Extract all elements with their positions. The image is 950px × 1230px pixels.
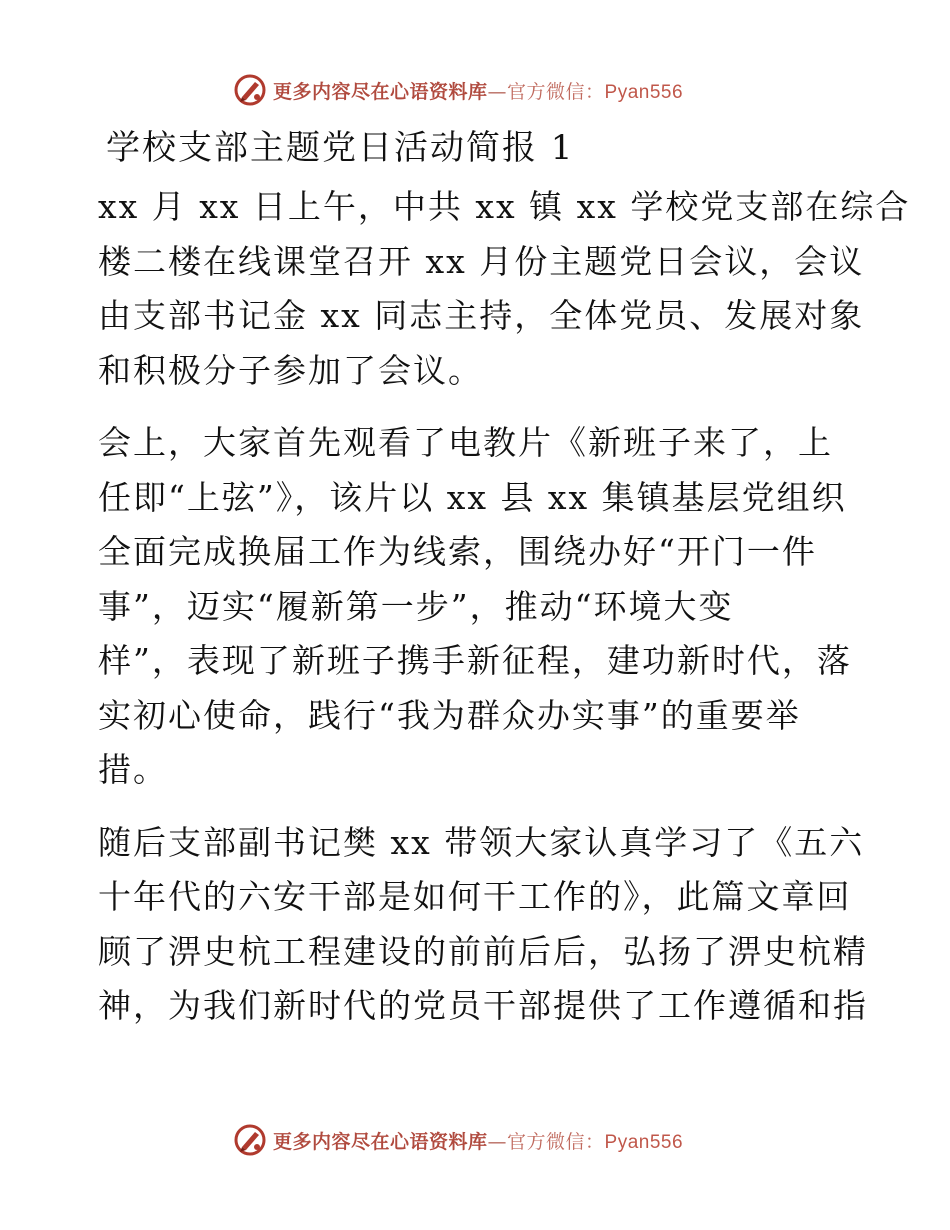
paragraph-line: 全面完成换届工作为线索，围绕办好“开门一件 xyxy=(98,532,817,571)
watermark-brand: 更多内容尽在心语资料库 xyxy=(273,80,488,103)
watermark-text xyxy=(273,77,683,104)
paragraph-line: 由支部书记金 xx 同志主持，全体党员、发展对象 xyxy=(98,296,865,335)
watermark-text xyxy=(273,1127,683,1154)
watermark-wechat-label: 官方微信： xyxy=(507,1130,605,1153)
paragraph-line: 实初心使命，践行“我为群众办实事”的重要举 xyxy=(98,695,801,735)
watermark-wechat-label: 官方微信： xyxy=(507,80,605,103)
paragraph-line: xx 月 xx 日上午，中共 xx 镇 xx 学校党支部在综合 xyxy=(98,187,911,226)
paragraph-line: 和积极分子参加了会议。 xyxy=(98,350,483,390)
document-title: 学校支部主题党日活动简报 1 xyxy=(106,128,575,168)
pen-seal-logo-icon xyxy=(233,73,267,107)
watermark-brand: 更多内容尽在心语资料库 xyxy=(273,1130,488,1153)
document-body xyxy=(98,124,911,1052)
paragraph-line: 楼二楼在线课堂召开 xx 月份主题党日会议，会议 xyxy=(98,241,865,281)
pen-seal-logo-icon xyxy=(233,1123,267,1157)
header-watermark xyxy=(233,72,683,108)
paragraph-line: 随后支部副书记樊 xx 带领大家认真学习了《五六 xyxy=(98,822,865,862)
paragraph-2 xyxy=(98,416,858,798)
paragraph-line: 十年代的六安干部是如何干工作的》，此篇文章回 xyxy=(98,877,852,916)
watermark-account: Pyan556 xyxy=(604,1131,684,1153)
footer-watermark xyxy=(233,1122,683,1158)
paragraph-line: 顾了淠史杭工程建设的前前后后，弘扬了淠史杭精 xyxy=(98,931,868,971)
watermark-separator: — xyxy=(487,1130,508,1153)
paragraph-3 xyxy=(98,816,868,1034)
paragraph-1 xyxy=(98,180,911,398)
paragraph-line: 样”，表现了新班子携手新征程，建功新时代，落 xyxy=(98,641,852,680)
watermark-separator: — xyxy=(487,80,508,103)
paragraph-line: 神，为我们新时代的党员干部提供了工作遵循和指 xyxy=(98,986,868,1025)
paragraph-line: 任即“上弦”》，该片以 xx 县 xx 集镇基层党组织 xyxy=(98,477,847,517)
paragraph-line: 事”，迈实“履新第一步”，推动“环境大变 xyxy=(98,586,734,626)
watermark-account: Pyan556 xyxy=(604,81,684,103)
paragraph-line: 措。 xyxy=(98,750,168,789)
paragraph-line: 会上，大家首先观看了电教片《新班子来了，上 xyxy=(98,423,833,462)
